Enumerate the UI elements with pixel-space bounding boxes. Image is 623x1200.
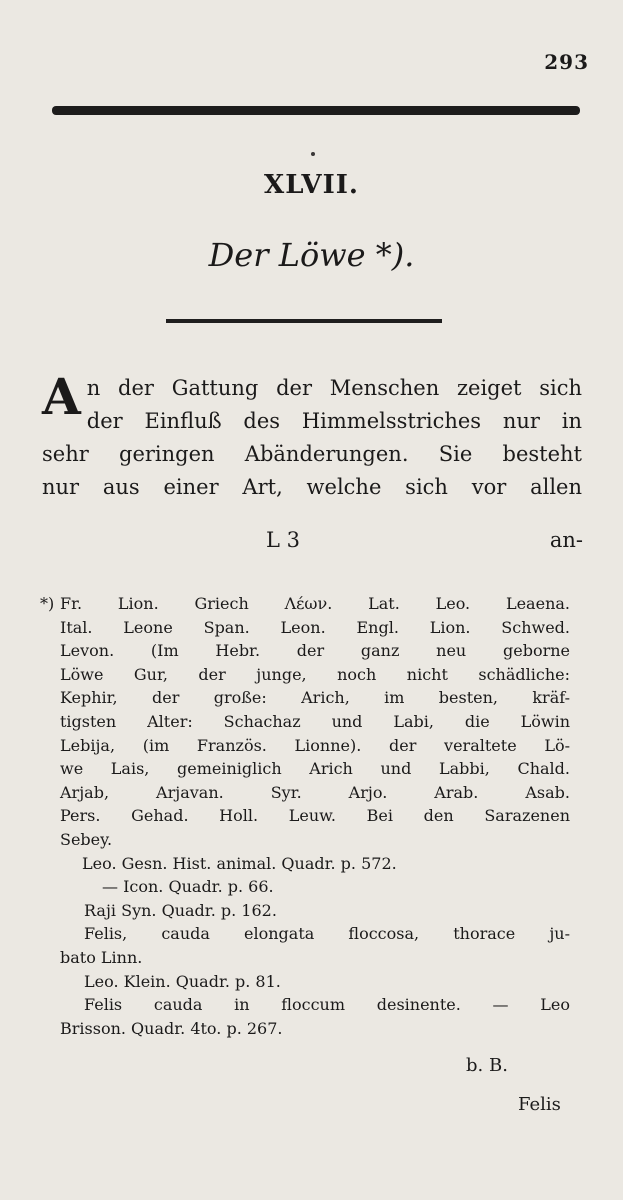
footnote-line: tigsten Alter: Schachaz und Labi, die Löwin	[60, 711, 570, 731]
sheet-signature: L 3	[266, 528, 300, 552]
reference-line: Leo. Gesn. Hist. animal. Quadr. p. 572.	[82, 853, 397, 873]
bottom-catchword: Felis	[518, 1094, 561, 1115]
chapter-number: XLVII.	[264, 170, 359, 200]
reference-line: Leo. Klein. Quadr. p. 81.	[84, 971, 281, 991]
main-line: n der Gattung der Menschen zeiget sich	[86, 376, 582, 400]
main-text	[42, 367, 582, 504]
footnote-line: Levon. (Im Hebr. der ganz neu geborne	[60, 641, 570, 661]
footnote-line: Sebey.	[60, 829, 113, 849]
catchword: an-	[549, 528, 583, 552]
footnote-line: Lebija, (im Französ. Lionne). der veraltete Lö-	[60, 735, 570, 755]
footnote-line: Pers. Gehad. Holl. Leuw. Bei den Sarazenen	[60, 806, 570, 826]
signature-row	[0, 528, 623, 560]
main-line: sehr geringen Abänderungen. Sie besteht	[42, 442, 582, 466]
footnote-line: Kephir, der große: Arich, im besten, kräf-	[60, 688, 570, 708]
reference-line: Brisson. Quadr. 4to. p. 267.	[60, 1018, 283, 1038]
footnote-line: Fr. Lion. Griech Λέων. Lat. Leo. Leaena.	[60, 594, 570, 613]
main-line: nur aus einer Art, welche sich vor allen	[42, 475, 582, 499]
ornament-dot	[311, 152, 315, 156]
footnote-line: Arjab, Arjavan. Syr. Arjo. Arab. Asab.	[60, 782, 570, 802]
page-number: 293	[544, 50, 589, 74]
reference-line: bato Linn.	[60, 947, 143, 967]
drop-cap: A	[42, 367, 81, 426]
reference-line: Felis cauda in floccum desinente. — Leo	[84, 995, 570, 1015]
footnote-mark: *)	[40, 594, 55, 613]
top-rule	[52, 106, 580, 115]
reference-line: Felis, cauda elongata floccosa, thorace ju-	[84, 924, 570, 944]
footnote-line: Ital. Leone Span. Leon. Engl. Lion. Schwed.	[60, 617, 570, 637]
title-rule	[166, 319, 442, 323]
footnote-line: we Lais, gemeiniglich Arich und Labbi, Chald.	[60, 759, 570, 779]
reference-line: — Icon. Quadr. p. 66.	[102, 877, 274, 897]
chapter-title: Der Löwe *).	[208, 236, 415, 274]
main-line: der Einfluß des Himmelsstriches nur in	[86, 409, 582, 433]
footnote	[40, 592, 570, 1040]
footnote-line: Löwe Gur, der junge, noch nicht schädliche:	[60, 664, 570, 684]
reference-line: Raji Syn. Quadr. p. 162.	[84, 900, 277, 920]
bottom-signature: b. B.	[466, 1055, 508, 1076]
